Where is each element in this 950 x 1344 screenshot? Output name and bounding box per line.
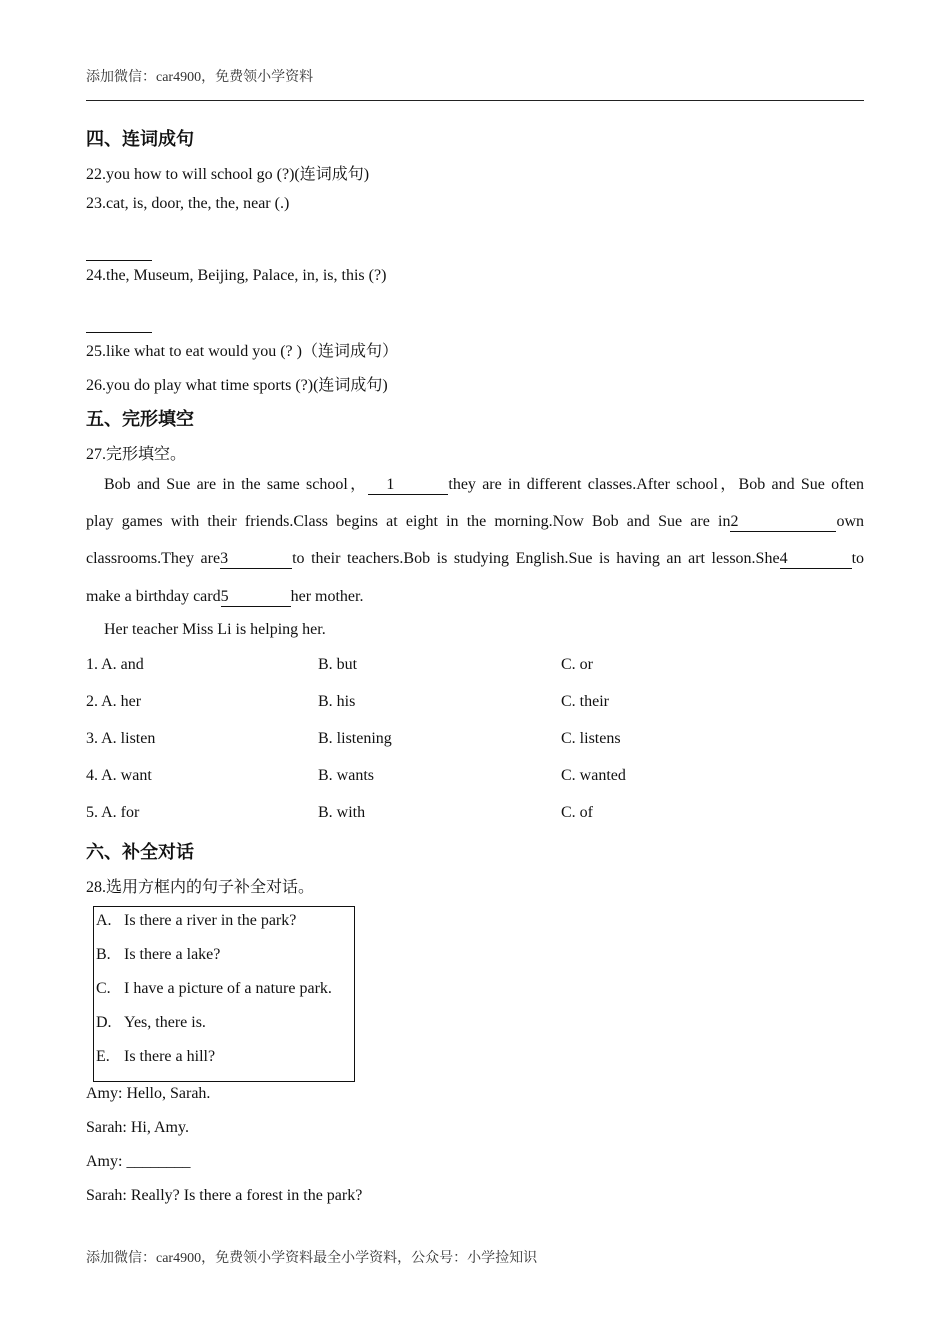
question-24: 24.the, Museum, Beijing, Palace, in, is, this (?) xyxy=(86,267,387,284)
cloze-blank-1: 1 xyxy=(368,476,448,495)
section-4-title: 四、连词成句 xyxy=(86,129,194,150)
answer-blank-24 xyxy=(86,320,152,338)
box-letter: C. xyxy=(96,980,111,997)
question-22: 22.you how to will school go (?)(连词成句) xyxy=(86,166,370,183)
option-4a: 4. A. want xyxy=(86,767,152,784)
box-item-b xyxy=(96,946,220,964)
option-5b: B. with xyxy=(318,804,366,821)
sentence-box xyxy=(93,906,355,1082)
dialog-line-1: Amy: Hello, Sarah. xyxy=(86,1085,211,1102)
passage-text: make a birthday card xyxy=(86,588,221,605)
passage-line-5: Her teacher Miss Li is helping her. xyxy=(104,621,326,638)
cloze-blank-3: 3 xyxy=(220,550,292,569)
option-2a: 2. A. her xyxy=(86,693,142,710)
box-item-c xyxy=(96,980,332,998)
passage-line-2 xyxy=(86,503,864,540)
question-25: 25.like what to eat would you (? )（连词成句） xyxy=(86,343,398,360)
option-2b: B. his xyxy=(318,693,356,710)
option-1c: C. or xyxy=(561,656,593,673)
dialog-line-4: Sarah: Really? Is there a forest in the park? xyxy=(86,1187,363,1204)
box-text: Yes, there is. xyxy=(124,1014,206,1031)
option-2c: C. their xyxy=(561,693,609,710)
box-text: I have a picture of a nature park. xyxy=(124,980,332,997)
passage-line-3 xyxy=(86,540,864,577)
option-1a: 1. A. and xyxy=(86,656,144,673)
question-28: 28.选用方框内的句子补全对话。 xyxy=(86,879,315,896)
section-5-title: 五、完形填空 xyxy=(86,409,194,430)
passage-text: her mother. xyxy=(290,588,364,605)
box-text: Is there a lake? xyxy=(124,946,221,963)
box-item-e xyxy=(96,1048,215,1066)
option-4b: B. wants xyxy=(318,767,374,784)
answer-blank-23 xyxy=(86,248,152,266)
option-5a: 5. A. for xyxy=(86,804,140,821)
option-3a: 3. A. listen xyxy=(86,730,156,747)
question-23: 23.cat, is, door, the, the, near (.) xyxy=(86,195,290,212)
passage-text: Bob and Sue are in the same school， xyxy=(104,476,369,493)
box-text: Is there a hill? xyxy=(124,1048,216,1065)
box-item-d xyxy=(96,1014,206,1032)
box-text: Is there a river in the park? xyxy=(124,912,297,929)
cloze-blank-2: 2 xyxy=(730,513,836,532)
option-1b: B. but xyxy=(318,656,358,673)
passage-text: own xyxy=(836,513,864,530)
dialog-line-2: Sarah: Hi, Amy. xyxy=(86,1119,189,1136)
option-4c: C. wanted xyxy=(561,767,626,784)
dialog-line-3: Amy: ________ xyxy=(86,1153,191,1170)
header-divider xyxy=(86,100,864,101)
passage-text: they are in different classes.After school，Bob and Sue often xyxy=(448,476,864,493)
passage-text: classrooms.They are xyxy=(86,550,221,567)
question-27: 27.完形填空。 xyxy=(86,446,187,463)
cloze-blank-5: 5 xyxy=(221,588,291,607)
box-letter: E. xyxy=(96,1048,110,1065)
box-letter: A. xyxy=(96,912,112,929)
box-letter: D. xyxy=(96,1014,112,1031)
option-3c: C. listens xyxy=(561,730,621,747)
option-5c: C. of xyxy=(561,804,593,821)
page-header: 添加微信：car4900，免费领小学资料 xyxy=(86,70,314,85)
section-6-title: 六、补全对话 xyxy=(86,842,194,863)
passage-line-1 xyxy=(86,466,864,503)
question-26: 26.you do play what time sports (?)(连词成句) xyxy=(86,377,388,394)
passage-text: to xyxy=(851,550,865,567)
passage-line-4 xyxy=(86,578,864,615)
box-letter: B. xyxy=(96,946,111,963)
page-footer: 添加微信：car4900，免费领小学资料最全小学资料，公众号：小学捡知识 xyxy=(86,1251,538,1266)
option-3b: B. listening xyxy=(318,730,392,747)
passage-text: play games with their friends.Class begins at eight in the morning.Now Bob and Sue are in xyxy=(86,513,731,530)
passage-text: to their teachers.Bob is studying English.Sue is having an art lesson.She xyxy=(292,550,780,567)
cloze-blank-4: 4 xyxy=(780,550,852,569)
box-item-a xyxy=(96,912,296,930)
